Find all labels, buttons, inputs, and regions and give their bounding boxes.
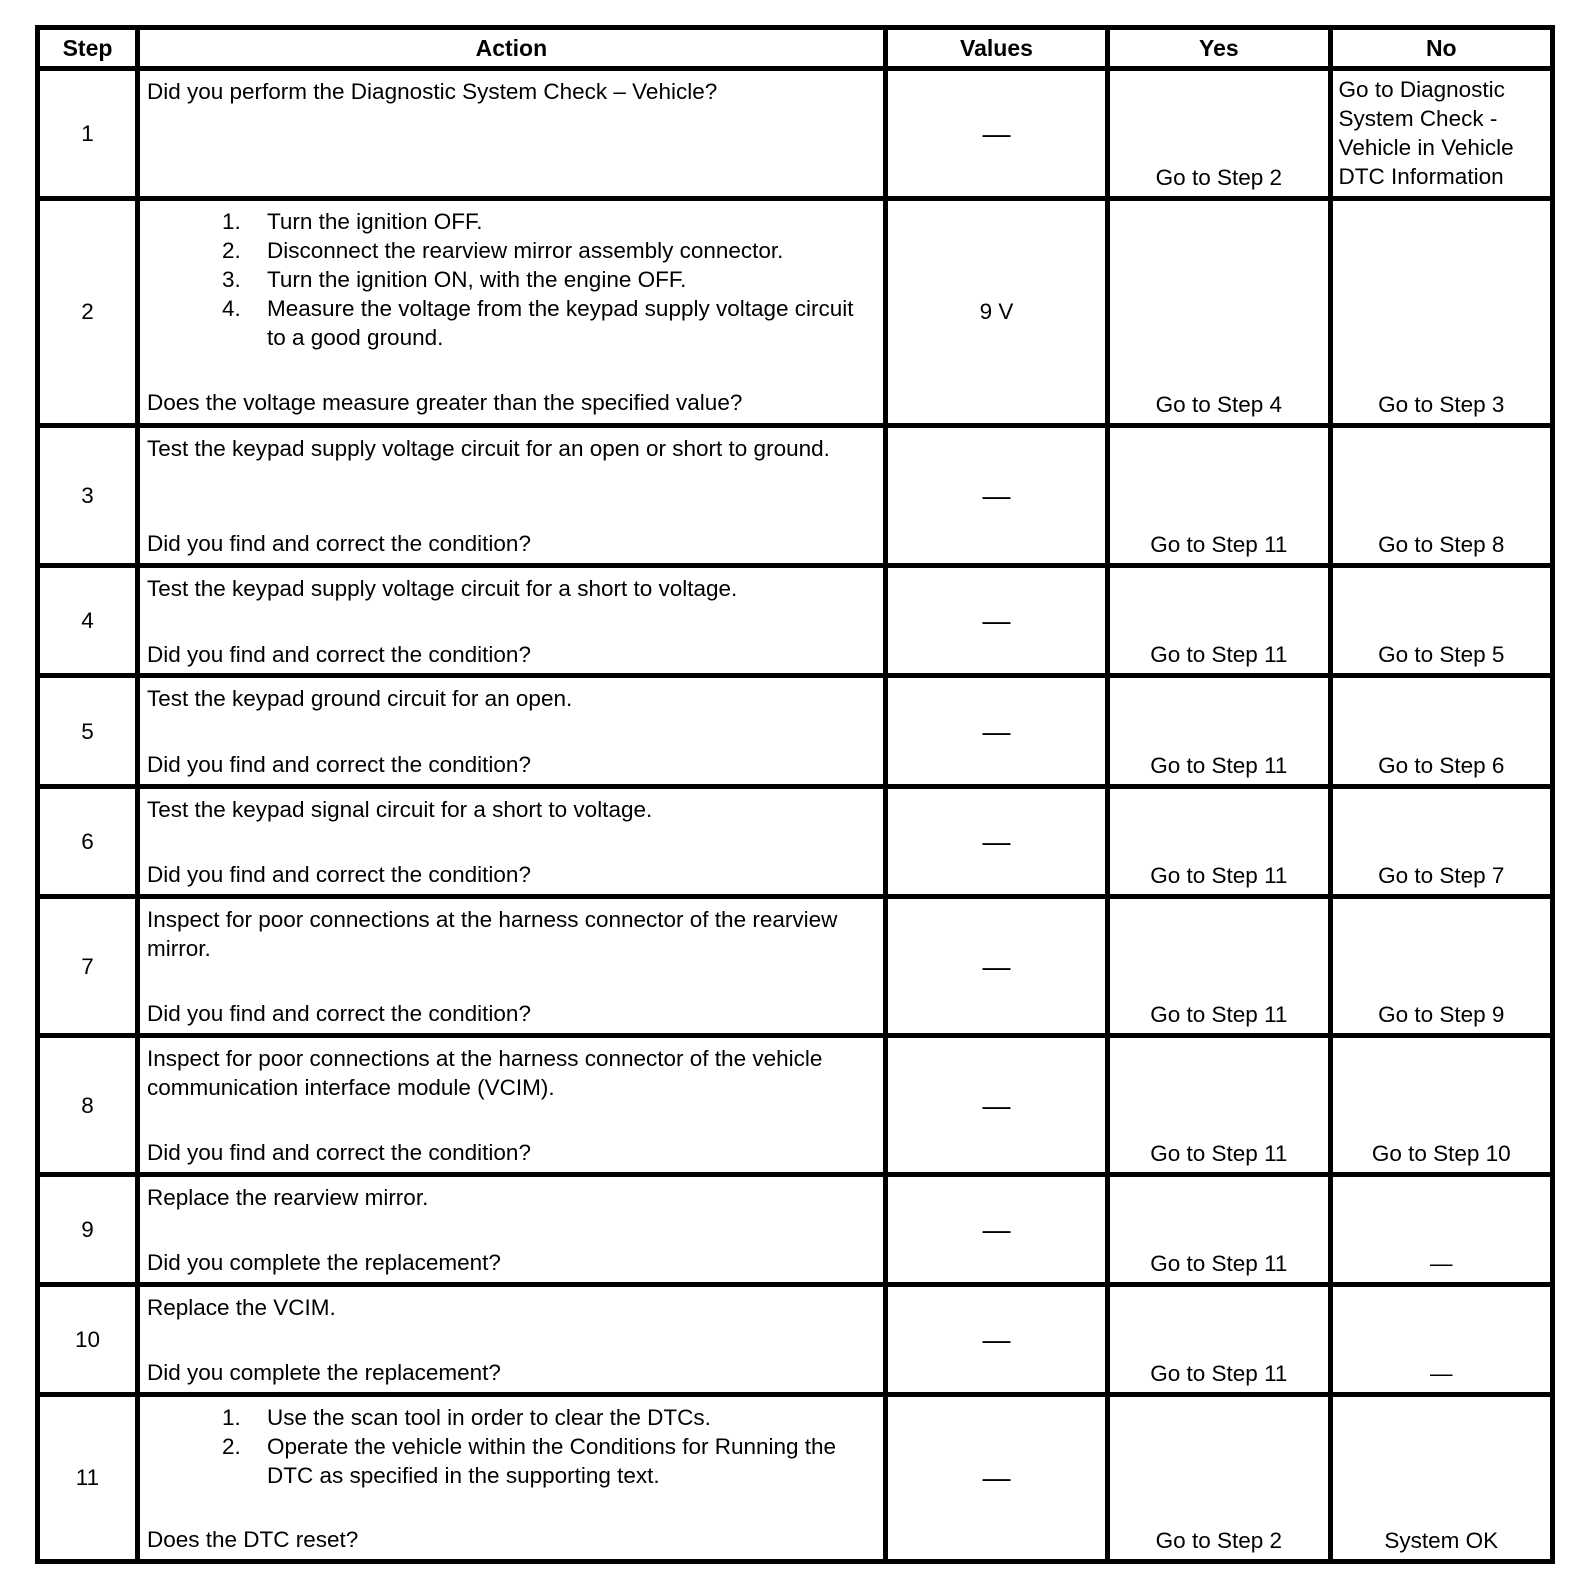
yes-cell: Go to Step 11 [1108, 787, 1330, 897]
step-number: 3 [38, 425, 138, 565]
value-cell: 9 V [885, 198, 1107, 425]
header-row [38, 28, 1553, 69]
action-cell [137, 425, 885, 565]
action-cell [137, 676, 885, 787]
no-cell: Go to Step 3 [1330, 198, 1552, 425]
action-steps-list [147, 1403, 877, 1490]
table-row [38, 787, 1553, 897]
step-number: 1 [38, 69, 138, 199]
action-text: Inspect for poor connections at the harness connector of the rearview mirror. [146, 907, 838, 962]
action-cell [137, 1175, 885, 1285]
no-cell: Go to Step 9 [1330, 897, 1552, 1036]
table-row [38, 1175, 1553, 1285]
action-text: Test the keypad supply voltage circuit for a short to voltage. [146, 575, 738, 601]
step-number: 5 [38, 676, 138, 787]
action-question: Did you complete the replacement? [146, 1250, 501, 1276]
action-step-item: 2. Operate the vehicle within the Conditions for Running the DTC as specified in the supporting text. [247, 1432, 877, 1490]
header-action: Action [137, 28, 885, 69]
action-cell [137, 897, 885, 1036]
action-question: Does the voltage measure greater than the specified value? [146, 389, 743, 415]
action-step-item: 3. Turn the ignition ON, with the engine OFF. [247, 265, 877, 294]
action-text: Replace the VCIM. [146, 1294, 336, 1320]
action-cell [137, 565, 885, 676]
action-question: Did you find and correct the condition? [146, 530, 531, 556]
action-step-item: 1. Use the scan tool in order to clear the DTCs. [247, 1403, 877, 1432]
value-cell: — [885, 565, 1107, 676]
value-cell: — [885, 1284, 1107, 1394]
no-cell: Go to Step 7 [1330, 787, 1552, 897]
table-row [38, 565, 1553, 676]
action-text: Did you perform the Diagnostic System Check – Vehicle? [146, 79, 718, 104]
yes-cell: Go to Step 11 [1108, 676, 1330, 787]
table-row [38, 1284, 1553, 1394]
action-steps-list [147, 207, 877, 352]
action-step-item: 2. Disconnect the rearview mirror assembly connector. [247, 236, 877, 265]
action-question: Did you find and correct the condition? [146, 641, 531, 667]
table-body [38, 69, 1553, 1562]
action-cell [137, 1394, 885, 1561]
action-question: Did you find and correct the condition? [146, 1001, 531, 1027]
table-row [38, 1394, 1553, 1561]
yes-cell: Go to Step 11 [1108, 565, 1330, 676]
no-cell: Go to Step 6 [1330, 676, 1552, 787]
action-cell [137, 787, 885, 897]
no-cell: — [1330, 1175, 1552, 1285]
action-question: Did you find and correct the condition? [146, 1140, 531, 1166]
yes-cell: Go to Step 2 [1108, 1394, 1330, 1561]
action-question: Does the DTC reset? [146, 1526, 359, 1552]
table-row [38, 198, 1553, 425]
yes-cell: Go to Step 11 [1108, 1284, 1330, 1394]
yes-cell: Go to Step 4 [1108, 198, 1330, 425]
table-row [38, 69, 1553, 199]
no-cell: Go to Step 5 [1330, 565, 1552, 676]
value-cell: — [885, 787, 1107, 897]
no-cell: Go to Step 8 [1330, 425, 1552, 565]
action-text: Test the keypad ground circuit for an open. [146, 686, 573, 712]
no-cell: — [1330, 1284, 1552, 1394]
value-cell: — [885, 676, 1107, 787]
table-row [38, 425, 1553, 565]
step-number: 8 [38, 1036, 138, 1175]
action-cell [137, 1284, 885, 1394]
value-cell: — [885, 425, 1107, 565]
header-step: Step [38, 28, 138, 69]
header-yes: Yes [1108, 28, 1330, 69]
step-number: 6 [38, 787, 138, 897]
value-cell: — [885, 1394, 1107, 1561]
action-text: Test the keypad supply voltage circuit for an open or short to ground. [146, 435, 830, 461]
action-step-item: 1. Turn the ignition OFF. [247, 207, 877, 236]
no-cell: System OK [1330, 1394, 1552, 1561]
step-number: 10 [38, 1284, 138, 1394]
diagnostic-table [35, 25, 1555, 1564]
step-number: 4 [38, 565, 138, 676]
action-text: Test the keypad signal circuit for a short to voltage. [146, 797, 653, 823]
value-cell: — [885, 69, 1107, 199]
header-no: No [1330, 28, 1552, 69]
step-number: 11 [38, 1394, 138, 1561]
no-cell: Go to Step 10 [1330, 1036, 1552, 1175]
value-cell: — [885, 897, 1107, 1036]
yes-cell: Go to Step 11 [1108, 897, 1330, 1036]
step-number: 9 [38, 1175, 138, 1285]
action-question: Did you complete the replacement? [146, 1359, 501, 1385]
table-row [38, 676, 1553, 787]
action-cell [137, 1036, 885, 1175]
value-cell: — [885, 1036, 1107, 1175]
action-cell [137, 69, 885, 199]
table-row [38, 897, 1553, 1036]
action-cell [137, 198, 885, 425]
action-step-item: 4. Measure the voltage from the keypad supply voltage circuit to a good ground. [247, 294, 877, 352]
step-number: 2 [38, 198, 138, 425]
yes-cell: Go to Step 11 [1108, 1175, 1330, 1285]
yes-cell: Go to Step 11 [1108, 1036, 1330, 1175]
step-number: 7 [38, 897, 138, 1036]
table-row [38, 1036, 1553, 1175]
action-text: Replace the rearview mirror. [146, 1185, 429, 1211]
value-cell: — [885, 1175, 1107, 1285]
action-question: Did you find and correct the condition? [146, 862, 531, 888]
action-text: Inspect for poor connections at the harness connector of the vehicle communication interface module (VCIM). [146, 1046, 823, 1101]
header-values: Values [885, 28, 1107, 69]
yes-cell: Go to Step 11 [1108, 425, 1330, 565]
no-cell: Go to Diagnostic System Check - Vehicle in Vehicle DTC Information [1330, 69, 1552, 199]
action-question: Did you find and correct the condition? [146, 752, 531, 778]
yes-cell: Go to Step 2 [1108, 69, 1330, 199]
